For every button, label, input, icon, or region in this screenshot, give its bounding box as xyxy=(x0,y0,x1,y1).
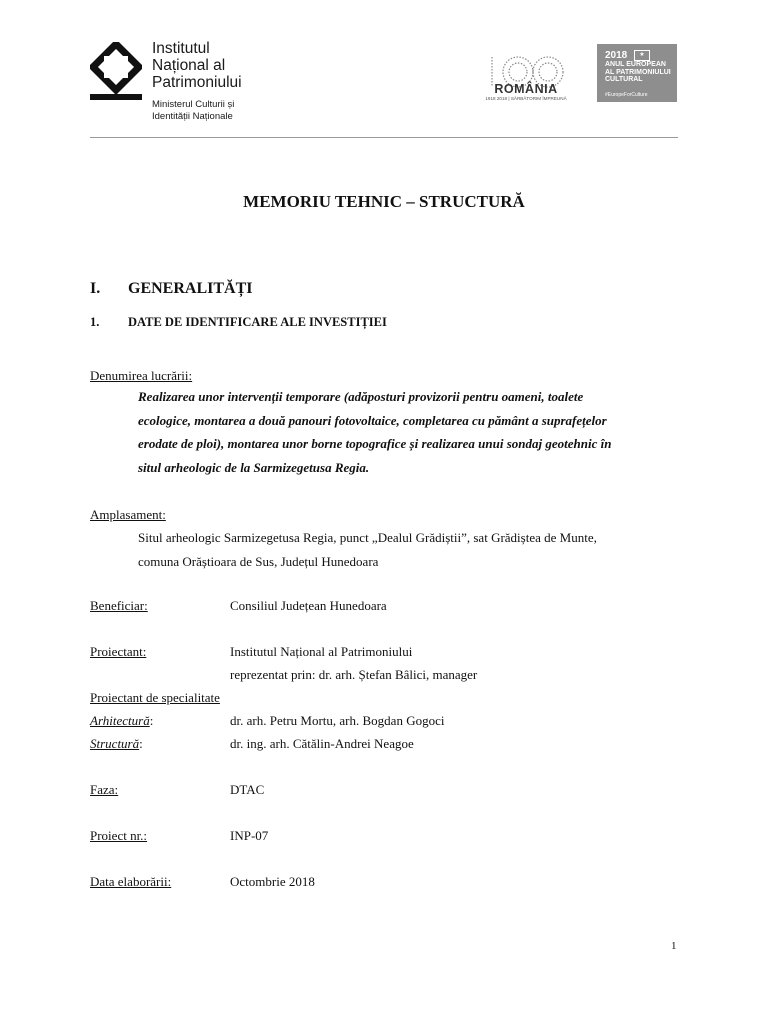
designer-value: Institutul Național al Patrimoniului xyxy=(230,644,413,659)
structure-label: Structură: xyxy=(90,736,143,751)
project-name-value: Realizarea unor intervenții temporare (adăposturi provizorii pentru oameni, toalete ecologice, montarea a două panouri fotovoltaice, completarea cu pământ a suprafețelor erodate de ploi), montarea unor borne topografice și realizarea unui sondaj geotehnic în situl arheologic de la Sarmizegetusa Regia. xyxy=(138,389,612,475)
inp-logo-icon xyxy=(90,42,142,100)
eu-heritage-text: ANUL EUROPEAN AL PATRIMONIULUI CULTURAL xyxy=(605,61,671,84)
romania-100-name: ROMÂNIA xyxy=(494,82,558,96)
header-divider xyxy=(90,137,678,138)
designer-representative: reprezentat prin: dr. arh. Ștefan Bâlici, manager xyxy=(230,667,478,682)
location-label: Amplasament: xyxy=(90,507,166,522)
date-label: Data elaborării: xyxy=(90,874,172,889)
document-title: MEMORIU TEHNIC – STRUCTURĂ xyxy=(243,192,525,211)
subsection-number: 1. xyxy=(90,315,100,329)
ministry-name: Ministerul Culturii și Identității Naționale xyxy=(152,99,235,122)
project-number-value: INP-07 xyxy=(230,828,269,843)
project-number-label: Proiect nr.: xyxy=(90,828,148,843)
romania-100-tagline: 1918 2018 | SĂRBĂTORIM ÎMPREUNĂ xyxy=(485,96,567,101)
architecture-value: dr. arh. Petru Mortu, arh. Bogdan Gogoci xyxy=(230,713,445,728)
beneficiary-label: Beneficiar: xyxy=(90,598,148,613)
section-heading: GENERALITĂȚI xyxy=(128,280,253,297)
eu-hashtag: #EuropeForCulture xyxy=(605,92,648,98)
beneficiary-value: Consiliul Județean Hunedoara xyxy=(230,598,387,613)
date-value: Octombrie 2018 xyxy=(230,874,315,889)
project-name-label: Denumirea lucrării: xyxy=(90,368,193,383)
section-number: I. xyxy=(90,280,101,297)
subsection-heading: DATE DE IDENTIFICARE ALE INVESTIȚIEI xyxy=(128,315,387,329)
eu-flag-icon: ★ xyxy=(634,50,650,61)
page-number: 1 xyxy=(671,940,677,952)
specialist-designer-label: Proiectant de specialitate xyxy=(90,690,220,705)
location-value: Situl arheologic Sarmizegetusa Regia, punct „Dealul Grădiștii”, sat Grădiștea de Munte, comuna Orăștioara de Sus, Județul Hunedoara xyxy=(138,530,597,569)
eu-year: 2018 xyxy=(605,50,628,61)
phase-label: Faza: xyxy=(90,782,119,797)
phase-value: DTAC xyxy=(230,782,265,797)
institute-name: Institutul Național al Patrimoniului xyxy=(152,40,242,91)
designer-label: Proiectant: xyxy=(90,644,147,659)
architecture-label: Arhitectură: xyxy=(90,713,154,728)
structure-value: dr. ing. arh. Cătălin-Andrei Neagoe xyxy=(230,736,414,751)
